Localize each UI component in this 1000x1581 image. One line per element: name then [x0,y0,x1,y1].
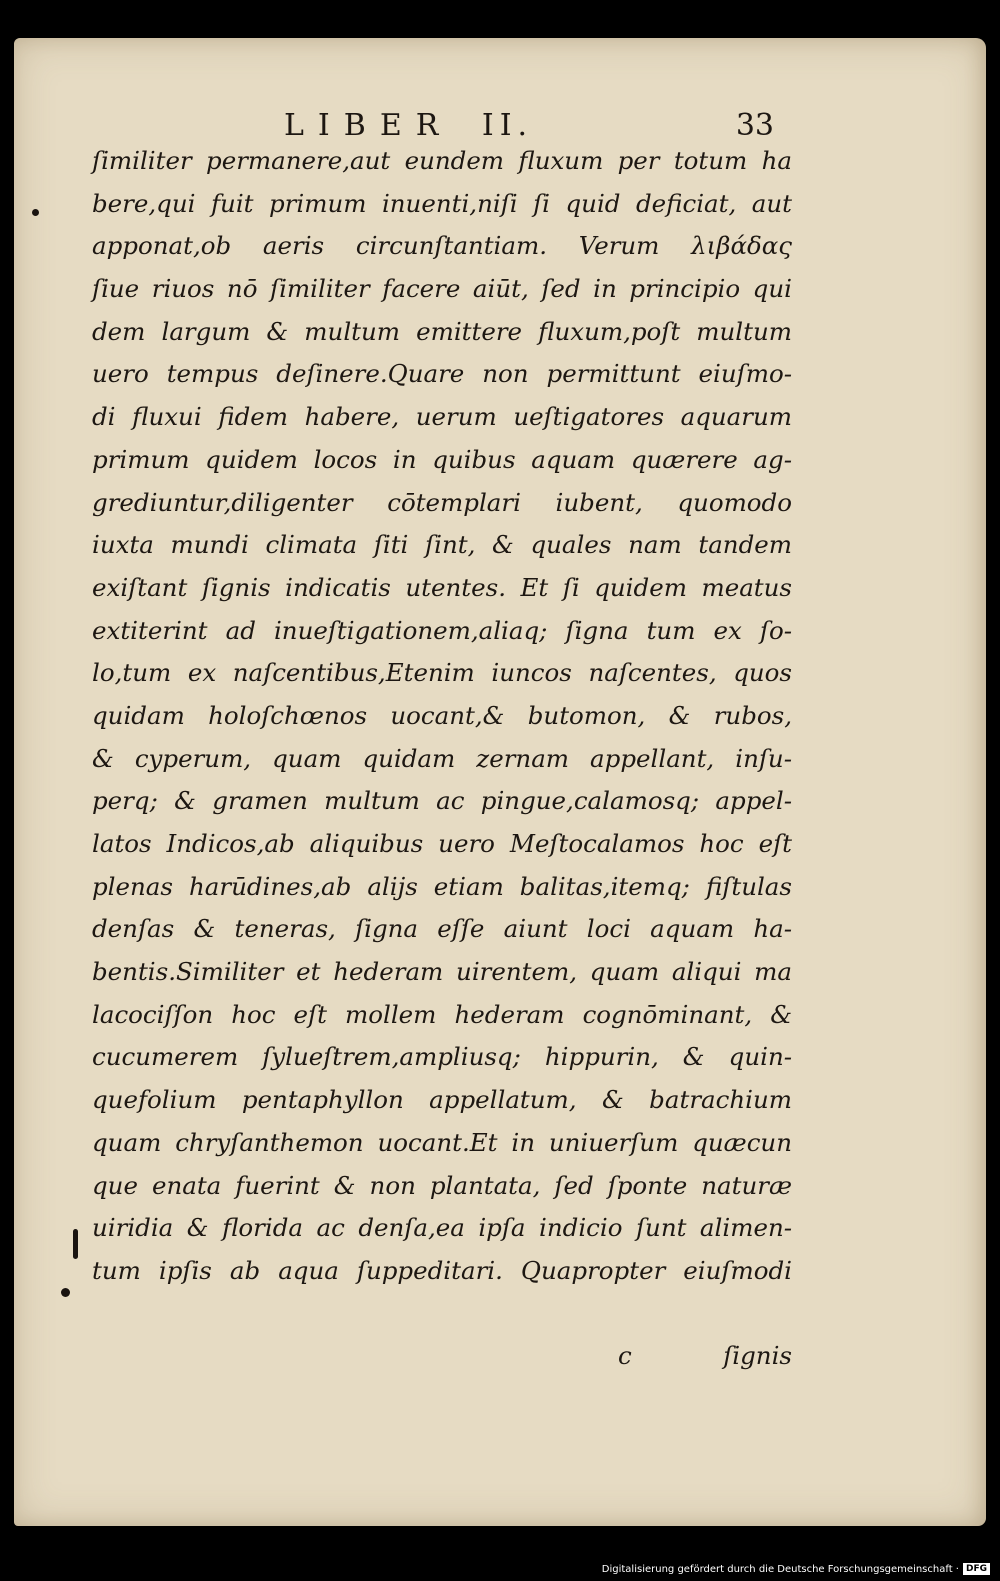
book-page [14,38,986,1526]
text-line: ſiue riuos nō ſimiliter facere aiūt, ſed in principio qui [92,274,792,304]
folio-number: 33 [735,108,774,143]
text-line: uero tempus deſinere.Quare non permittunt eiuſmo- [92,359,792,389]
text-line: bentis.Similiter et hederam uirentem, quam aliqui ma [92,957,792,987]
catchline [92,1335,792,1379]
text-line: tum ipſis ab aqua ſuppeditari. Quapropter eiuſmodi [92,1255,792,1285]
credit-text: Digitalisierung gefördert durch die Deutsche Forschungsgemeinschaft · [601,1564,959,1575]
text-line: perq; & gramen multum ac pingue,calamosq; appel- [92,786,792,816]
text-line: que enata fuerint & non plantata, ſed ſponte naturæ [92,1170,792,1200]
running-head [284,108,804,143]
text-line: apponat,ob aeris circunſtantiam. Verum λιβάδας [92,231,792,261]
text-line: grediuntur,diligenter cōtemplari iubent, quomodo [92,487,792,517]
text-line: exiſtant ſignis indicatis utentes. Et ſi quidem meatus [92,572,792,602]
catchword: ſignis [723,1341,792,1370]
text-line: lo,tum ex naſcentibus,Etenim iuncos naſcentes, quos [92,658,792,688]
text-line: & cyperum, quam quidam zernam appellant, inſu- [92,743,792,773]
dfg-badge: DFG [963,1563,990,1575]
signature-mark: c [618,1341,632,1370]
text-line: dem largum & multum emittere fluxum,poſt multum [92,316,792,346]
text-line: quidam holoſchœnos uocant,& butomon, & rubos, [92,700,792,730]
text-line: uiridia & florida ac denſa,ea ipſa indicio ſunt alimen- [92,1213,792,1243]
text-line: latos Indicos,ab aliquibus uero Meſtocalamos hoc eſt [92,829,792,858]
running-head-book-number: II. [481,108,534,143]
text-line: lacociſſon hoc eſt mollem hederam cognōminant, & [92,999,792,1029]
digitization-credit [602,1563,990,1575]
text-line: extiterint ad inueſtigationem,aliaq; ſigna tum ex ſo- [92,615,792,645]
margin-ink-dot [32,209,39,216]
text-line: quam chryſanthemon uocant.Et in uniuerſum quæcun [92,1127,792,1157]
text-line: ſimiliter permanere,aut eundem fluxum per totum ha [92,146,792,175]
text-line: plenas harūdines,ab alijs etiam balitas,itemq; fiſtulas [92,871,792,901]
text-line: iuxta mundi climata ſiti ſint, & quales nam tandem [92,530,792,560]
running-head-title: LIBER [284,108,453,143]
text-line: di fluxui fidem habere, uerum ueſtigatores aquarum [92,402,792,432]
body-text [92,140,792,1293]
text-line: primum quidem locos in quibus aquam quærere ag- [92,444,792,474]
margin-ink-dot [61,1288,70,1297]
text-line: cucumerem ſylueſtrem,ampliusq; hippurin, & quin- [92,1042,792,1072]
text-line: bere,qui fuit primum inuenti,niſi ſi quid deficiat, aut [92,188,792,218]
text-line: denſas & teneras, ſigna eſſe aiunt loci aquam ha- [92,914,792,944]
text-line: quefolium pentaphyllon appellatum, & batrachium [92,1085,792,1115]
margin-ink-stroke [73,1229,78,1259]
